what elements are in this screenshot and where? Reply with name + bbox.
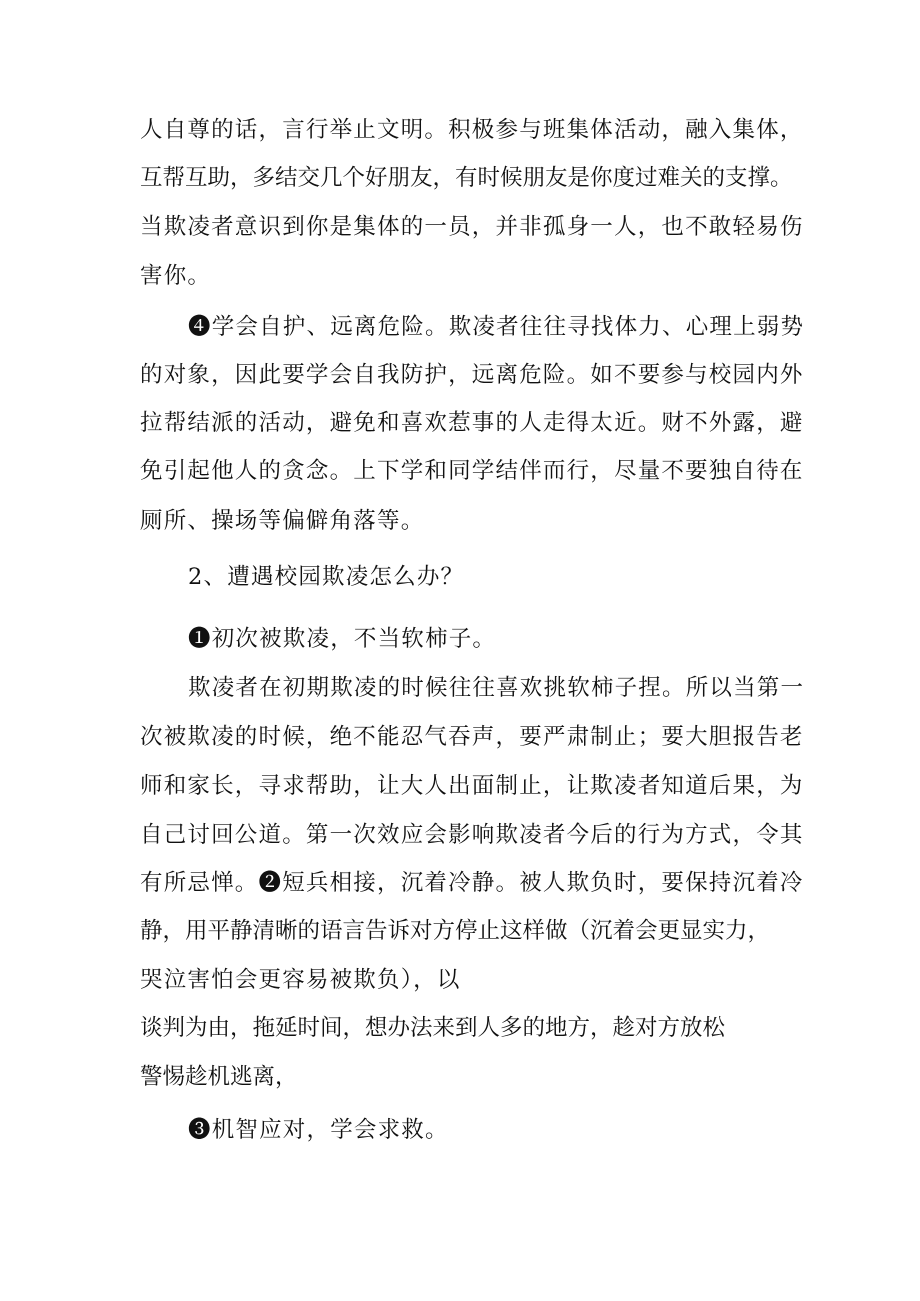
paragraph-line: 次被欺凌的时候，绝不能忍气吞声，要严肃制止；要大胆报告老 [140,724,804,750]
paragraph-line: 自己讨回公道。第一次效应会影响欺凌者今后的行为方式，令其 [140,822,804,848]
paragraph-line: 的对象，因此要学会自我防护，远离危险。如不要参与校园内外 [140,362,804,388]
paragraph-line: 拉帮结派的活动，避免和喜欢惹事的人走得太近。财不外露，避 [140,410,804,436]
section-heading: 2、遭遇校园欺凌怎么办？ [188,564,465,590]
section-point-3: ❸机智应对，学会求救。 [188,1117,449,1143]
paragraph-line: 当欺凌者意识到你是集体的一员，并非孤身一人，也不敢轻易伤 [140,214,804,240]
paragraph-line: 厕所、操场等偏僻角落等。 [140,508,425,534]
section-point-1: ❶初次被欺凌，不当软柿子。 [188,626,497,652]
paragraph-line: 师和家长，寻求帮助，让大人出面制止，让欺凌者知道后果，为 [140,773,804,799]
paragraph-line: 互帮互助，多结交几个好朋友，有时候朋友是你度过难关的支撑。 [140,165,793,191]
section-point-4: ❹学会自护、远离危险。欺凌者往往寻找体力、心理上弱势 [188,314,805,340]
paragraph-line: 欺凌者在初期欺凌的时候往往喜欢挑软柿子捏。所以当第一 [188,675,805,701]
paragraph-line: 人自尊的话，言行举止文明。积极参与班集体活动，融入集体， [140,117,804,143]
paragraph-line: 免引起他人的贪念。上下学和同学结伴而行，尽量不要独自待在 [140,458,804,484]
paragraph-line: 静，用平静清晰的语言告诉对方停止这样做（沉着会更显实力， [140,918,771,944]
paragraph-line: 警惕趁机逃离， [140,1064,298,1090]
paragraph-line: 谈判为由，拖延时间，想办法来到人多的地方，趁对方放松 [140,1015,726,1041]
paragraph-line: 有所忌惮。❷短兵相接，沉着冷静。被人欺负时，要保持沉着冷 [140,870,804,896]
paragraph-line: 哭泣害怕会更容易被欺负），以 [140,967,461,993]
paragraph-line: 害你。 [140,263,212,289]
